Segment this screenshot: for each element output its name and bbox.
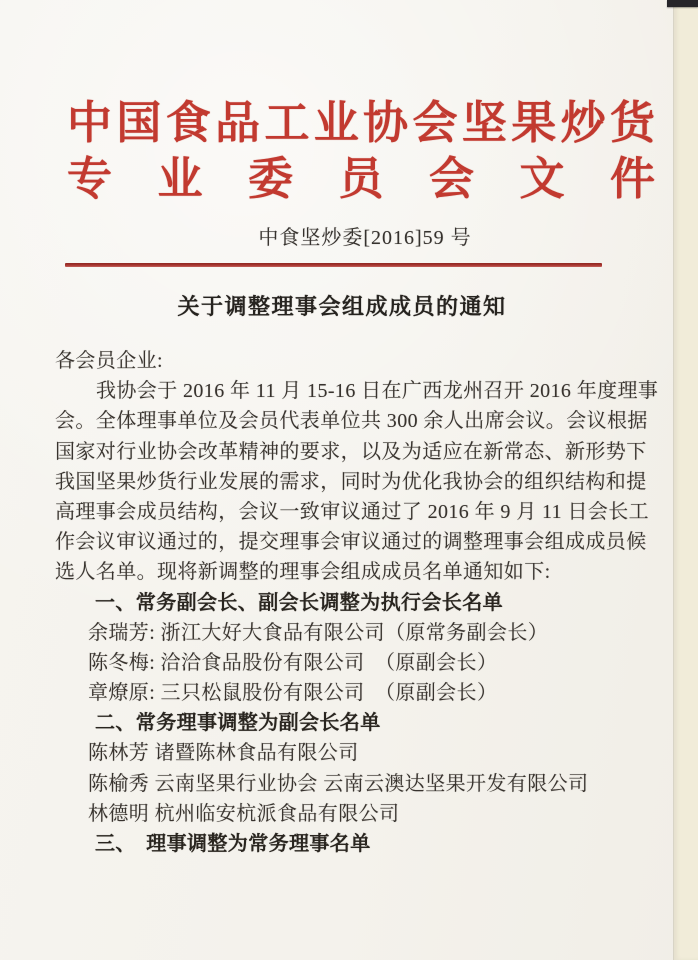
paragraph-line-3: 国家对行业协会改革精神的要求，以及为适应在新常态、新形势下 (55, 440, 647, 463)
paragraph-line-7: 选人名单。现将新调整的理事会组成成员名单通知如下: (55, 561, 551, 584)
red-divider-line (65, 263, 602, 267)
paragraph-line-2: 会。全体理事单位及会员代表单位共 300 余人出席会议。会议根据 (55, 410, 648, 433)
salutation: 各会员企业: (55, 350, 163, 372)
document-number: 中食坚炒委[2016]59 号 (258, 227, 472, 249)
section-2-member-3: 林德明 杭州临安杭派食品有限公司 (88, 802, 400, 825)
paragraph-line-6: 作会议审议通过的，提交理事会审议通过的调整理事会组成成员候 (55, 531, 647, 554)
scan-edge-strip (673, 0, 698, 960)
section-2-member-2: 陈榆秀 云南坚果行业协会 云南云澳达坚果开发有限公司 (88, 772, 589, 795)
section-1-member-1: 余瑞芳: 浙江大好大食品有限公司（原常务副会长） (88, 621, 549, 644)
paragraph-line-5: 高理事会成员结构，会议一致审议通过了 2016 年 9 月 11 日会长工 (55, 500, 650, 523)
org-name-line-1: 中国食品工业协会坚果炒货 (67, 98, 655, 148)
section-1-member-2: 陈冬梅: 洽洽食品股份有限公司 （原副会长） (88, 651, 498, 674)
paragraph-line-1: 我协会于 2016 年 11 月 15-16 日在广西龙州召开 2016 年度理事 (96, 380, 659, 403)
section-2-heading: 二、常务理事调整为副会长名单 (95, 712, 381, 735)
section-3-heading: 三、 理事调整为常务理事名单 (95, 833, 371, 855)
paragraph-line-4: 我国坚果炒货行业发展的需求，同时为优化我协会的组织结构和提 (55, 470, 647, 493)
section-2-member-1: 陈林芳 诸暨陈林食品有限公司 (88, 742, 359, 765)
document-body (55, 346, 659, 859)
org-name-line-2: 专业委员会文件 (67, 154, 655, 204)
document-title: 关于调整理事会组成成员的通知 (177, 294, 507, 319)
scan-corner-mark (667, 0, 698, 7)
section-1-heading: 一、常务副会长、副会长调整为执行会长名单 (95, 591, 503, 614)
section-1-member-3: 章燎原: 三只松鼠股份有限公司 （原副会长） (88, 682, 498, 705)
